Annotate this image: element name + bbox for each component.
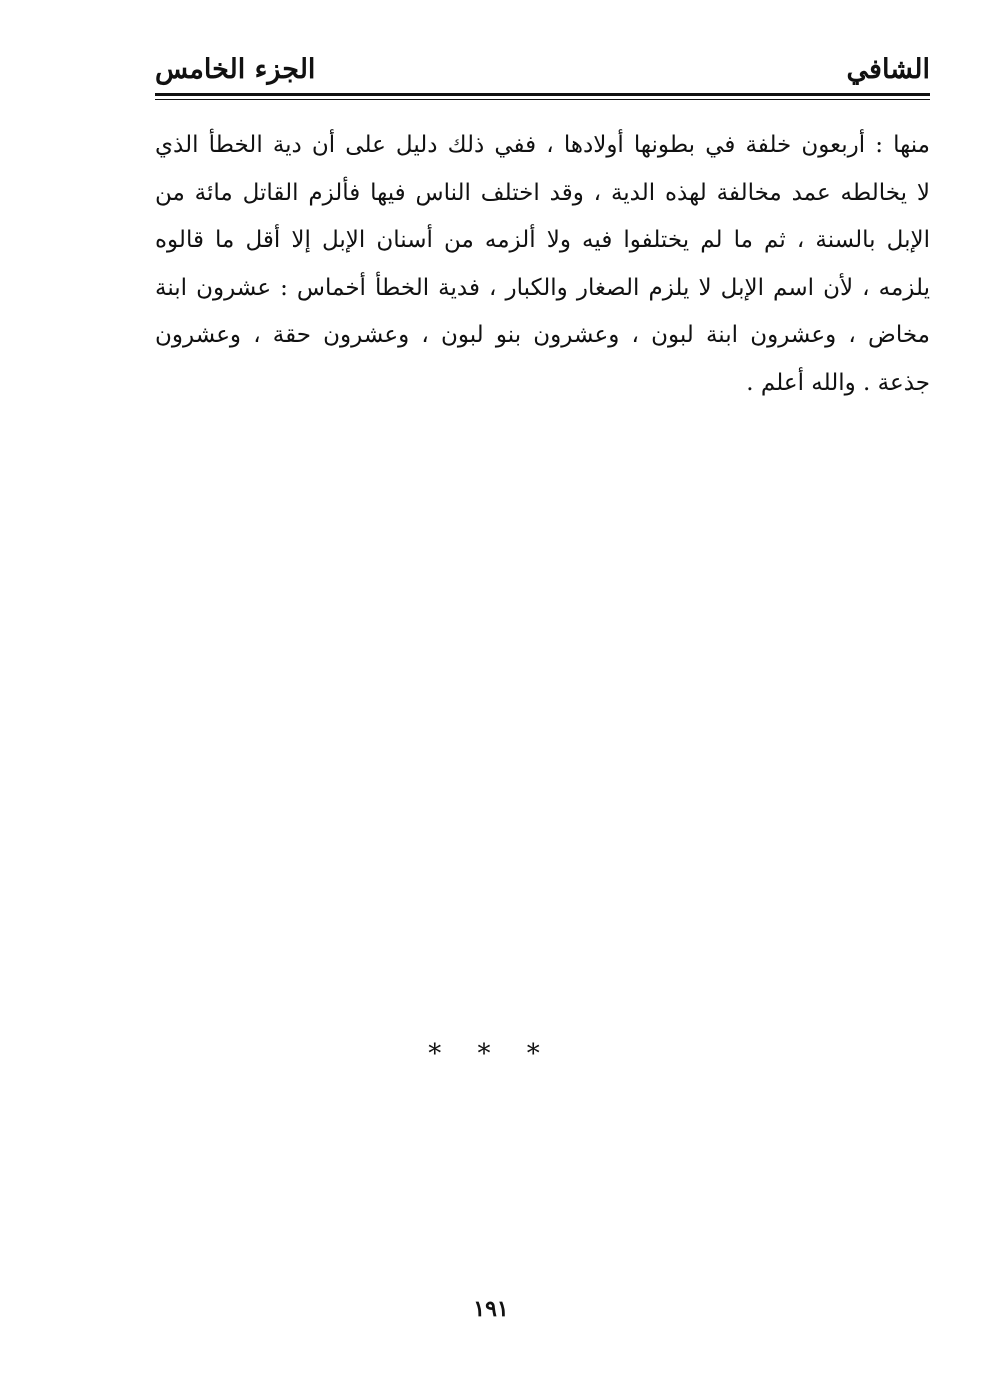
text-line: يلزمه ، لأن اسم الإبل لا يلزم الصغار والكبار ، فدية الخطأ أخماس : عشرون ابنة [155,274,930,301]
text-line: لا يخالطه عمد مخالفة لهذه الدية ، وقد اختلف الناس فيها فألزم القاتل مائة من [155,179,930,206]
text-line: جذعة . والله أعلم . [746,369,930,396]
section-separator: * * * [428,1039,554,1069]
part-title: الجزء الخامس [155,54,316,85]
text-line: الإبل بالسنة ، ثم ما لم يختلفوا فيه ولا ألزمه من أسنان الإبل إلا أقل ما قالوه [155,227,930,254]
page-number: ١٩١ [473,1296,509,1322]
book-title: الشافي [846,54,930,85]
header-rule-thick [155,93,930,96]
running-header [155,50,930,94]
body-paragraph [155,122,930,408]
text-line: مخاض ، وعشرون ابنة لبون ، وعشرون بنو لبون ، وعشرون حقة ، وعشرون [155,322,930,349]
header-rule-thin [155,99,930,100]
text-line: منها : أربعون خلفة في بطونها أولادها ، ففي ذلك دليل على أن دية الخطأ الذي [155,132,930,158]
